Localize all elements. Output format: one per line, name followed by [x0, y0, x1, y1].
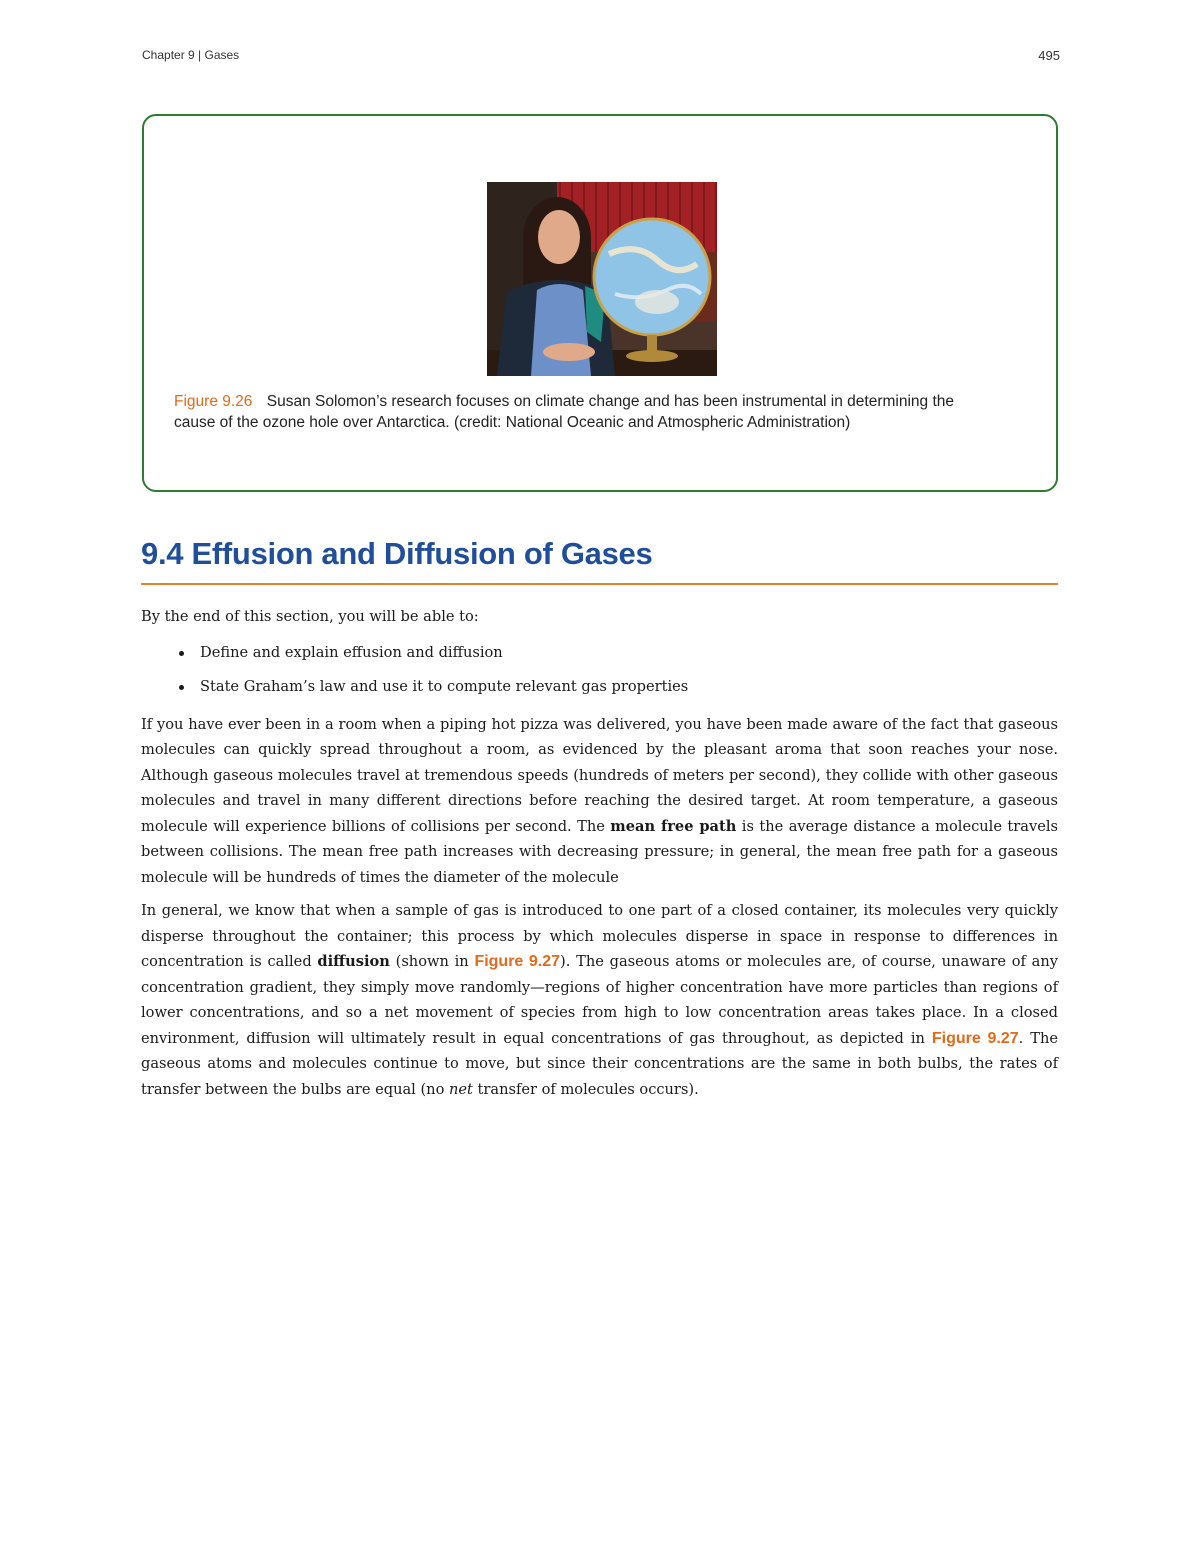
title-rule — [141, 583, 1058, 585]
paragraph2-text-5: transfer of molecules occurs). — [472, 1080, 699, 1098]
paragraph2-text-3: ). The gaseous atoms or molecules are, of course, unaware of any concentration gradient, they simply move randomly—regions of higher concentration have more particles than regions of lower concentrations, and so a net movement of species from high to low concentration areas takes place. In a closed environment, diffusion will ultimately result in equal concentrations of gas throughout, as depicted in — [141, 953, 1058, 1047]
paragraph2-text-1: In general, we know that when a sample of gas is introduced to one part of a closed container, its molecules very quickly disperse throughout the container; this process by which molecules disperse in space in response to differences in concentration is called — [141, 902, 1058, 970]
paragraph1-text-after: is the average distance a molecule travels between collisions. The mean free path increases with decreasing pressure; in general, the mean free path for a gaseous molecule will be hundreds of times the diameter of the molecule — [141, 817, 1058, 886]
term-mean-free-path: mean free path — [610, 817, 737, 835]
paragraph-mean-free-path — [141, 712, 1058, 891]
paragraph2-text-4: . The gaseous atoms and molecules continue to move, but since their concentrations are the same in both bulbs, the rates of transfer between the bulbs are equal (no — [141, 1029, 1058, 1098]
objectives-list — [141, 636, 1058, 704]
paragraph1-text-before: If you have ever been in a room when a piping hot pizza was delivered, you have been made aware of the fact that gaseous molecules can quickly spread throughout a room, as evidenced by the pleasant aroma that soon reaches your nose. Although gaseous molecules travel at tremendous speeds (hundreds of meters per second), they collide with other gaseous molecules and travel in many different directions before reaching the desired target. At room temperature, a gaseous molecule will experience billions of collisions per second. The — [141, 715, 1058, 835]
figure-label: Figure 9.26 — [174, 393, 253, 410]
objective-item: Define and explain effusion and diffusion — [141, 636, 1058, 670]
term-diffusion: diffusion — [317, 953, 390, 970]
photo-illustration — [487, 182, 717, 376]
emphasis-net: net — [449, 1080, 473, 1098]
paragraph2-text-2: (shown in — [389, 953, 475, 970]
figure-link-9-27[interactable]: Figure 9.27 — [474, 953, 561, 970]
figure-caption-text: Susan Solomon’s research focuses on climate change and has been instrumental in determining the cause of the ozone hole over Antarctica. (credit: National Oceanic and Atmospheric Administration) — [174, 393, 955, 431]
section-content — [141, 604, 1058, 1110]
section-title: 9.4 Effusion and Diffusion of Gases — [141, 536, 653, 571]
running-header-chapter: Chapter 9 | Gases — [142, 48, 240, 62]
figure-link-9-27-second[interactable]: Figure 9.27 — [931, 1029, 1019, 1047]
page-number: 495 — [1038, 48, 1060, 63]
paragraph-diffusion — [141, 898, 1058, 1102]
objective-item: State Graham’s law and use it to compute relevant gas properties — [141, 670, 1058, 704]
objectives-intro: By the end of this section, you will be able to: — [141, 608, 479, 625]
figure-caption — [174, 391, 994, 433]
figure-photo — [487, 182, 717, 376]
figure-box — [142, 114, 1058, 492]
